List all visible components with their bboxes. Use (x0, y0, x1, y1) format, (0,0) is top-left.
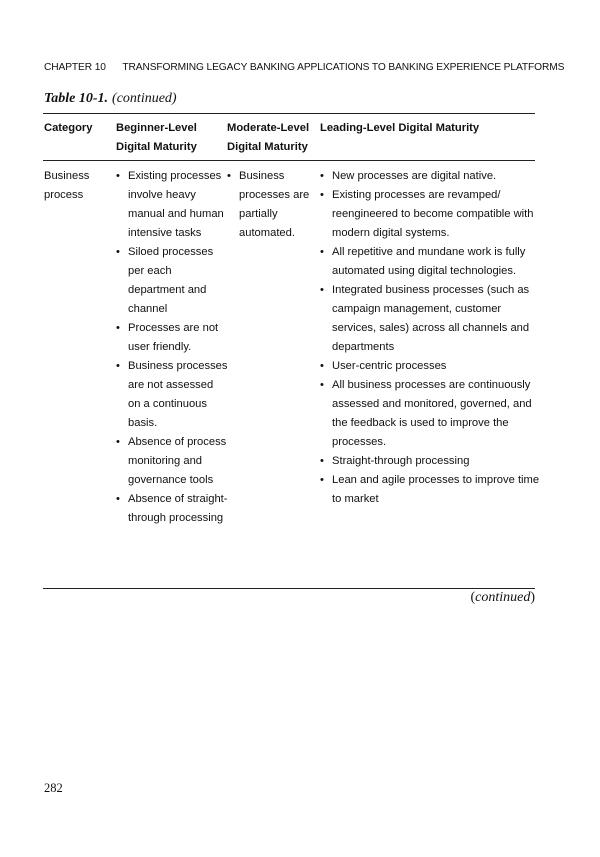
chapter-label: CHAPTER 10 (44, 62, 106, 73)
continued-label: continued (475, 590, 531, 605)
header-beginner: Beginner-Level Digital Maturity (116, 122, 197, 153)
beginner-item: • Existing processes involve heavy manual and human intensive tasks (116, 167, 228, 243)
page-number: 282 (44, 781, 63, 795)
beginner-cell (116, 167, 228, 528)
beginner-list (116, 167, 228, 528)
moderate-list (227, 167, 317, 243)
beginner-item: • Business processes are not assessed on a continuous basis. (116, 357, 228, 433)
running-head (44, 62, 564, 73)
leading-cell (320, 167, 540, 509)
leading-item: • All business processes are continuously assessed and monitored, governed, and the feedback is used to improve the processes. (320, 376, 540, 452)
table-caption (44, 91, 177, 107)
table-header-rule (43, 160, 535, 161)
moderate-cell (227, 167, 317, 243)
leading-item: • All repetitive and mundane work is fully automated using digital technologies. (320, 243, 540, 281)
leading-item: • Existing processes are revamped/ reengineered to become compatible with modern digital systems. (320, 186, 540, 243)
leading-item: • Lean and agile processes to improve time to market (320, 471, 540, 509)
table-number: Table 10-1. (44, 91, 109, 106)
table-bottom-rule (43, 588, 535, 589)
beginner-item: • Siloed processes per each department and channel (116, 243, 228, 319)
moderate-item: • Business processes are partially automated. (227, 167, 317, 243)
leading-list (320, 167, 540, 509)
leading-item: • New processes are digital native. (320, 167, 540, 186)
beginner-item: • Absence of process monitoring and governance tools (116, 433, 228, 490)
header-leading: Leading-Level Digital Maturity (320, 122, 480, 134)
leading-item: • Integrated business processes (such as campaign management, customer services, sales) across all channels and departments (320, 281, 540, 357)
beginner-item: • Absence of straight-through processing (116, 490, 228, 528)
table-continued-note: (continued) (112, 91, 177, 106)
beginner-item: • Processes are not user friendly. (116, 319, 228, 357)
table-top-rule (43, 113, 535, 114)
leading-item: • Straight-through processing (320, 452, 540, 471)
row-category-cell: Business process (44, 170, 90, 201)
header-moderate: Moderate-Level Digital Maturity (227, 122, 310, 153)
chapter-title: TRANSFORMING LEGACY BANKING APPLICATIONS TO BANKING EXPERIENCE PLATFORMS (122, 62, 565, 73)
header-category: Category (44, 122, 93, 134)
continued-marker: (continued) (470, 590, 535, 605)
leading-item: • User-centric processes (320, 357, 540, 376)
